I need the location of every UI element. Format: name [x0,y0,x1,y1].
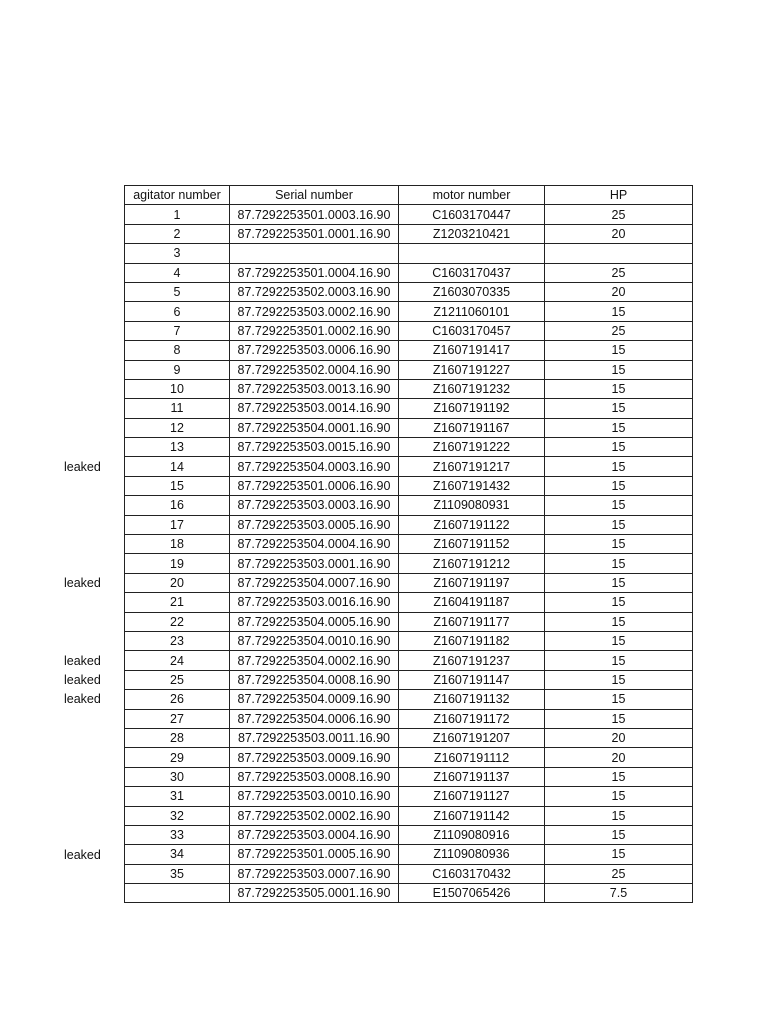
motor-number-cell: Z1607191127 [399,787,545,806]
table-row [125,709,693,728]
header-motor-number: motor number [399,186,545,205]
table-row [125,728,693,747]
hp-cell: 20 [545,224,693,243]
hp-cell: 15 [545,554,693,573]
hp-cell: 15 [545,593,693,612]
hp-cell: 15 [545,690,693,709]
serial-number-cell: 87.7292253503.0001.16.90 [230,554,399,573]
motor-number-cell: Z1607191192 [399,399,545,418]
serial-number-cell: 87.7292253504.0006.16.90 [230,709,399,728]
hp-cell: 15 [545,476,693,495]
agitator-number-cell: 4 [125,263,230,282]
serial-number-cell: 87.7292253504.0010.16.90 [230,631,399,650]
table-body [125,205,693,903]
serial-number-cell: 87.7292253503.0004.16.90 [230,825,399,844]
table-row [125,554,693,573]
serial-number-cell: 87.7292253501.0004.16.90 [230,263,399,282]
serial-number-cell: 87.7292253503.0014.16.90 [230,399,399,418]
table-row [125,535,693,554]
serial-number-cell: 87.7292253503.0008.16.90 [230,767,399,786]
motor-number-cell: Z1607191207 [399,728,545,747]
agitator-number-cell: 35 [125,864,230,883]
hp-cell: 15 [545,670,693,689]
hp-cell: 15 [545,535,693,554]
motor-number-cell: Z1607191147 [399,670,545,689]
motor-number-cell: Z1607191172 [399,709,545,728]
serial-number-cell: 87.7292253503.0011.16.90 [230,728,399,747]
hp-cell: 15 [545,360,693,379]
hp-cell: 15 [545,418,693,437]
agitator-number-cell: 34 [125,845,230,864]
hp-cell: 15 [545,825,693,844]
hp-cell: 15 [545,379,693,398]
hp-cell: 15 [545,787,693,806]
agitator-number-cell: 19 [125,554,230,573]
table-row [125,224,693,243]
table-row [125,321,693,340]
table-row [125,438,693,457]
motor-number-cell: Z1607191232 [399,379,545,398]
header-hp: HP [545,186,693,205]
agitator-number-cell: 17 [125,515,230,534]
agitator-number-cell: 14 [125,457,230,476]
serial-number-cell: 87.7292253504.0004.16.90 [230,535,399,554]
hp-cell: 25 [545,263,693,282]
table-header-row [125,186,693,205]
serial-number-cell: 87.7292253502.0002.16.90 [230,806,399,825]
hp-cell: 15 [545,573,693,592]
hp-cell: 25 [545,205,693,224]
serial-number-cell: 87.7292253503.0009.16.90 [230,748,399,767]
table-row [125,476,693,495]
serial-number-cell: 87.7292253501.0005.16.90 [230,845,399,864]
serial-number-cell: 87.7292253501.0003.16.90 [230,205,399,224]
hp-cell: 15 [545,302,693,321]
leaked-note: leaked [64,653,101,668]
leaked-note: leaked [64,692,101,707]
motor-number-cell: E1507065426 [399,884,545,903]
hp-cell: 15 [545,709,693,728]
table-row [125,302,693,321]
hp-cell: 20 [545,282,693,301]
hp-cell: 15 [545,515,693,534]
serial-number-cell: 87.7292253503.0015.16.90 [230,438,399,457]
agitator-number-cell: 22 [125,612,230,631]
table-row [125,573,693,592]
motor-number-cell: Z1607191417 [399,341,545,360]
serial-number-cell: 87.7292253504.0005.16.90 [230,612,399,631]
motor-number-cell: Z1607191167 [399,418,545,437]
agitator-number-cell: 25 [125,670,230,689]
serial-number-cell: 87.7292253503.0002.16.90 [230,302,399,321]
header-agitator-number: agitator number [125,186,230,205]
agitator-number-cell: 32 [125,806,230,825]
serial-number-cell: 87.7292253503.0013.16.90 [230,379,399,398]
motor-number-cell: Z1211060101 [399,302,545,321]
leaked-note: leaked [64,576,101,590]
table-row [125,418,693,437]
table-row [125,282,693,301]
table-row [125,496,693,515]
table-row [125,690,693,709]
serial-number-cell [230,244,399,263]
serial-number-cell: 87.7292253503.0006.16.90 [230,341,399,360]
serial-number-cell: 87.7292253504.0007.16.90 [230,573,399,592]
serial-number-cell: 87.7292253503.0005.16.90 [230,515,399,534]
agitator-number-cell: 20 [125,573,230,592]
motor-number-cell: Z1607191132 [399,690,545,709]
agitator-number-cell: 9 [125,360,230,379]
agitator-number-cell: 28 [125,728,230,747]
hp-cell: 15 [545,806,693,825]
motor-number-cell: C1603170457 [399,321,545,340]
table-row [125,748,693,767]
table-row [125,864,693,883]
serial-number-cell: 87.7292253501.0006.16.90 [230,476,399,495]
agitator-number-cell: 31 [125,787,230,806]
motor-number-cell: Z1607191182 [399,631,545,650]
motor-number-cell: Z1607191177 [399,612,545,631]
agitator-number-cell: 1 [125,205,230,224]
hp-cell: 15 [545,399,693,418]
agitator-number-cell: 6 [125,302,230,321]
motor-number-cell: Z1203210421 [399,224,545,243]
agitator-number-cell: 24 [125,651,230,670]
table-row [125,787,693,806]
serial-number-cell: 87.7292253502.0003.16.90 [230,282,399,301]
hp-cell: 15 [545,612,693,631]
table-row [125,205,693,224]
hp-cell [545,244,693,263]
agitator-number-cell: 18 [125,535,230,554]
agitator-number-cell: 26 [125,690,230,709]
serial-number-cell: 87.7292253504.0009.16.90 [230,690,399,709]
table-row [125,593,693,612]
table-row [125,612,693,631]
motor-number-cell: Z1603070335 [399,282,545,301]
hp-cell: 15 [545,767,693,786]
motor-number-cell: Z1607191212 [399,554,545,573]
serial-number-cell: 87.7292253503.0007.16.90 [230,864,399,883]
agitator-number-cell: 30 [125,767,230,786]
motor-number-cell: Z1607191122 [399,515,545,534]
serial-number-cell: 87.7292253504.0002.16.90 [230,651,399,670]
motor-number-cell: Z1604191187 [399,593,545,612]
table-row [125,379,693,398]
table-row [125,670,693,689]
motor-number-cell: Z1607191152 [399,535,545,554]
hp-cell: 25 [545,321,693,340]
motor-number-cell [399,244,545,263]
agitator-number-cell: 33 [125,825,230,844]
table-row [125,341,693,360]
agitator-number-cell: 11 [125,399,230,418]
agitator-number-cell: 7 [125,321,230,340]
motor-number-cell: Z1607191237 [399,651,545,670]
serial-number-cell: 87.7292253502.0004.16.90 [230,360,399,379]
table-row [125,651,693,670]
agitator-number-cell: 23 [125,631,230,650]
hp-cell: 15 [545,845,693,864]
serial-number-cell: 87.7292253503.0016.16.90 [230,593,399,612]
hp-cell: 15 [545,457,693,476]
motor-number-cell: Z1109080931 [399,496,545,515]
motor-number-cell: Z1607191142 [399,806,545,825]
motor-number-cell: Z1607191112 [399,748,545,767]
leaked-note: leaked [64,847,101,862]
serial-number-cell: 87.7292253503.0010.16.90 [230,787,399,806]
table-row [125,515,693,534]
table-row [125,884,693,903]
serial-number-cell: 87.7292253504.0003.16.90 [230,457,399,476]
leaked-note: leaked [64,673,101,687]
hp-cell: 7.5 [545,884,693,903]
motor-number-cell: Z1109080936 [399,845,545,864]
motor-number-cell: Z1607191217 [399,457,545,476]
agitator-number-cell: 3 [125,244,230,263]
table-row [125,845,693,864]
agitator-number-cell [125,884,230,903]
table-row [125,806,693,825]
motor-number-cell: Z1607191227 [399,360,545,379]
agitator-number-cell: 2 [125,224,230,243]
agitator-number-cell: 21 [125,593,230,612]
motor-number-cell: Z1109080916 [399,825,545,844]
table-row [125,631,693,650]
serial-number-cell: 87.7292253501.0002.16.90 [230,321,399,340]
agitator-number-cell: 5 [125,282,230,301]
agitator-number-cell: 29 [125,748,230,767]
agitator-number-cell: 12 [125,418,230,437]
hp-cell: 20 [545,748,693,767]
table-row [125,399,693,418]
table-row [125,457,693,476]
table-row [125,825,693,844]
table-row [125,360,693,379]
leaked-note: leaked [64,459,101,474]
serial-number-cell: 87.7292253501.0001.16.90 [230,224,399,243]
hp-cell: 15 [545,341,693,360]
agitator-number-cell: 10 [125,379,230,398]
table-row [125,767,693,786]
agitator-number-cell: 27 [125,709,230,728]
motor-number-cell: C1603170432 [399,864,545,883]
motor-number-cell: C1603170447 [399,205,545,224]
hp-cell: 15 [545,651,693,670]
serial-number-cell: 87.7292253505.0001.16.90 [230,884,399,903]
hp-cell: 15 [545,631,693,650]
hp-cell: 25 [545,864,693,883]
hp-cell: 15 [545,438,693,457]
motor-number-cell: Z1607191197 [399,573,545,592]
serial-number-cell: 87.7292253504.0008.16.90 [230,670,399,689]
serial-number-cell: 87.7292253504.0001.16.90 [230,418,399,437]
agitator-table [124,185,693,903]
motor-number-cell: Z1607191137 [399,767,545,786]
serial-number-cell: 87.7292253503.0003.16.90 [230,496,399,515]
motor-number-cell: Z1607191432 [399,476,545,495]
agitator-number-cell: 15 [125,476,230,495]
table-row [125,263,693,282]
agitator-number-cell: 8 [125,341,230,360]
motor-number-cell: C1603170437 [399,263,545,282]
hp-cell: 20 [545,728,693,747]
hp-cell: 15 [545,496,693,515]
header-serial-number: Serial number [230,186,399,205]
agitator-number-cell: 16 [125,496,230,515]
table-row [125,244,693,263]
motor-number-cell: Z1607191222 [399,438,545,457]
agitator-number-cell: 13 [125,438,230,457]
